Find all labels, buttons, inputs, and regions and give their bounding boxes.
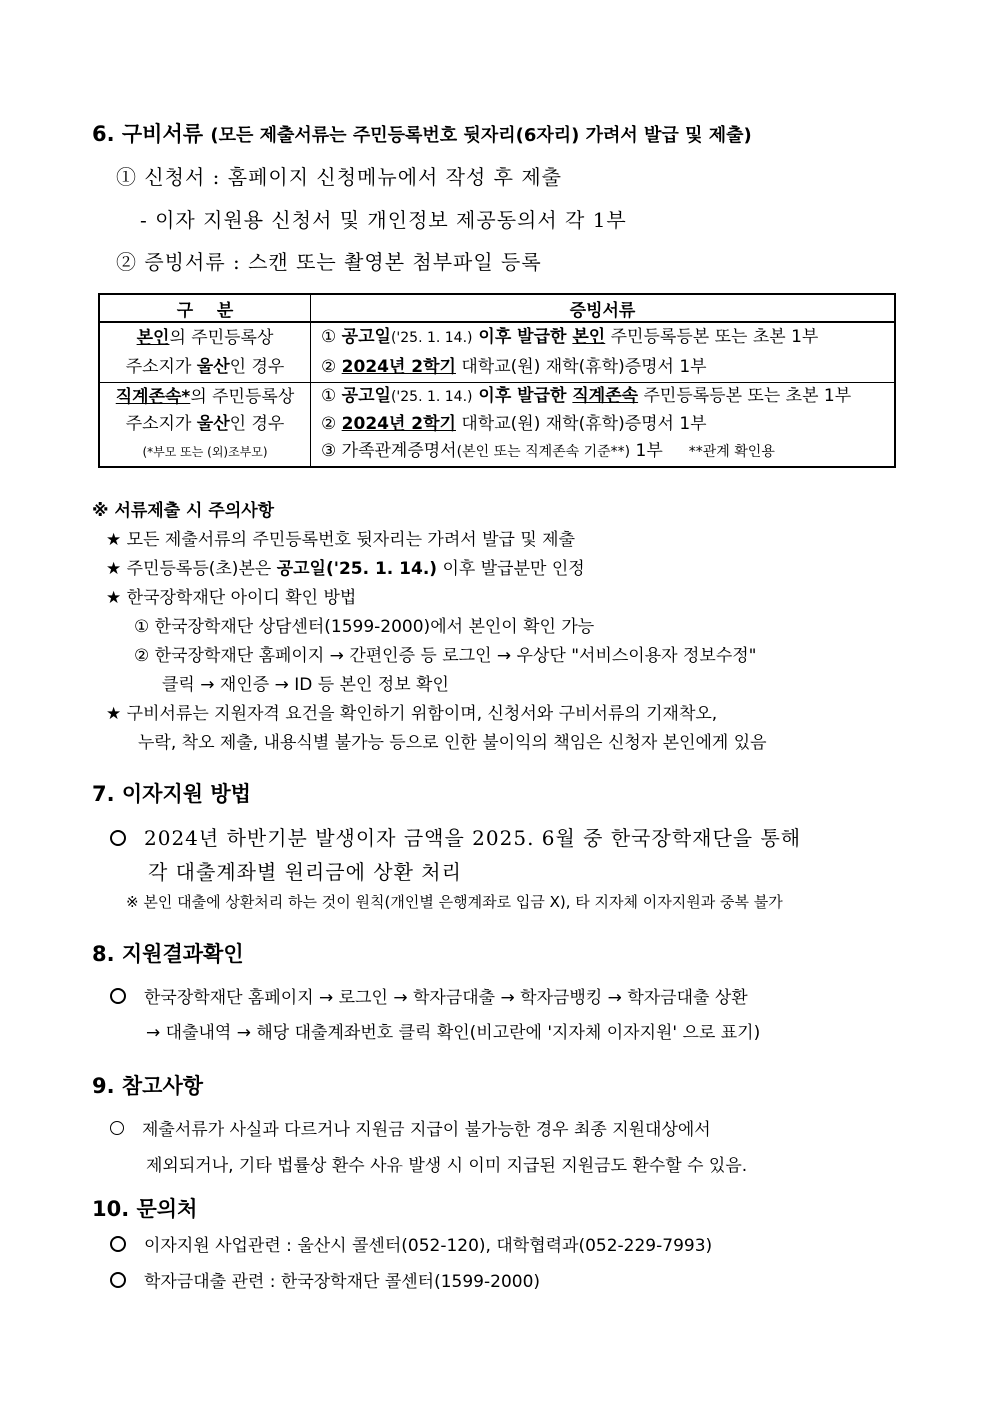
documents-ascendant — [311, 383, 896, 468]
caution-sub-1: ① 한국장학재단 상담센터(1599-2000)에서 본인이 확인 가능 — [134, 617, 595, 637]
doc-self-1 — [321, 323, 888, 353]
category-self-keyword: 본인 — [136, 327, 170, 348]
doc-ascendant-2 — [321, 411, 888, 438]
bullet-circle-icon — [110, 1236, 126, 1252]
caution-star-2 — [106, 554, 585, 579]
section-7-title: 7. 이자지원 방법 — [92, 782, 251, 806]
category-ascendant-footnote: (*부모 또는 (외)조부모) — [142, 444, 268, 459]
section-8-text-1: 한국장학재단 홈페이지 → 로그인 → 학자금대출 → 학자금뱅킹 → 학자금대출 상환 — [144, 988, 748, 1008]
caution-sub-2-cont: 클릭 → 재인증 → ID 등 본인 정보 확인 — [162, 675, 449, 695]
doc-date: ('25. 1. 14.) — [390, 330, 473, 346]
doc-keyword-3: 직계존속 — [572, 386, 639, 406]
doc-number-text: ③ 가족관계증명서 — [321, 441, 457, 461]
caution-star-2-text-2: 이후 발급분만 인정 — [437, 559, 585, 579]
doc-semester: 2024년 2학기 — [341, 357, 456, 377]
caution-star-2-text: ★ 주민등록등(초)본은 — [106, 559, 277, 579]
category-self — [99, 322, 311, 383]
doc-number: ② — [321, 357, 342, 377]
category-self-text: 의 주민등록상 — [169, 327, 274, 348]
doc-note: **관계 확인용 — [688, 444, 775, 460]
caution-star-4-cont: 누락, 착오 제출, 내용식별 불가능 등으로 인한 불이익의 책임은 신청자 본인에게 있음 — [138, 733, 767, 753]
section-6-title: 6. 구비서류 — [92, 122, 204, 146]
section-8-title: 8. 지원결과확인 — [92, 942, 244, 966]
section-9-line-1 — [110, 1115, 711, 1140]
section-10-line-2 — [110, 1267, 540, 1292]
table-row-self — [99, 322, 895, 383]
caution-star-3: ★ 한국장학재단 아이디 확인 방법 — [106, 588, 357, 608]
section-6-heading — [92, 118, 752, 148]
header-category: 구 분 — [99, 294, 311, 322]
section-8-line-2: → 대출내역 → 해당 대출계좌번호 클릭 확인(비고란에 '지자체 이자지원' 으로 표기) — [146, 1023, 761, 1043]
doc-text: 주민등록등본 또는 초본 1부 — [605, 327, 819, 347]
doc-text: 대학교(원) 재학(휴학)증명서 1부 — [455, 414, 707, 434]
section-9-text-1: 제출서류가 사실과 다르거나 지원금 지급이 불가능한 경우 최종 지원대상에서 — [142, 1120, 711, 1140]
doc-text: 주민등록등본 또는 초본 1부 — [638, 386, 852, 406]
caution-sub-2: ② 한국장학재단 홈페이지 → 간편인증 등 로그인 → 우상단 "서비스이용자 정보수정" — [134, 646, 757, 666]
table-row-ascendant — [99, 383, 895, 468]
section-10-line-1 — [110, 1231, 712, 1256]
category-ascendant-text: 의 주민등록상 — [190, 386, 295, 407]
category-ascendant-region: 울산 — [196, 413, 230, 434]
doc-self-2 — [321, 353, 888, 382]
header-documents: 증빙서류 — [311, 294, 896, 322]
doc-number: ② — [321, 414, 342, 434]
bullet-circle-icon — [110, 1272, 126, 1288]
doc-criteria: (본인 또는 직계존속 기준**) — [456, 444, 631, 460]
section-6-item-1-sub: - 이자 지원용 신청서 및 개인정보 제공동의서 각 1부 — [140, 208, 627, 232]
doc-date: ('25. 1. 14.) — [390, 389, 473, 405]
section-8-line-1 — [110, 983, 748, 1008]
section-10-text-1: 이자지원 사업관련 : 울산시 콜센터(052-120), 대학협력과(052-229-7993) — [144, 1236, 713, 1256]
doc-semester: 2024년 2학기 — [341, 414, 456, 434]
doc-ascendant-3 — [321, 438, 888, 466]
section-6-item-1: ① 신청서 : 홈페이지 신청메뉴에서 작성 후 제출 — [116, 165, 562, 189]
section-7-note: ※ 본인 대출에 상환처리 하는 것이 원칙(개인별 은행계좌로 입금 X), 타 지자체 이자지원과 중복 불가 — [126, 893, 783, 911]
caution-star-1: ★ 모든 제출서류의 주민등록번호 뒷자리는 가려서 발급 및 제출 — [106, 530, 576, 550]
caution-star-4: ★ 구비서류는 지원자격 요건을 확인하기 위함이며, 신청서와 구비서류의 기재착오, — [106, 704, 718, 724]
caution-star-2-date: 공고일('25. 1. 14.) — [276, 559, 438, 579]
bullet-circle-icon — [110, 830, 126, 846]
bullet-circle-icon — [110, 1121, 124, 1135]
section-9-title: 9. 참고사항 — [92, 1074, 204, 1098]
doc-count: 1부 — [630, 441, 663, 461]
category-ascendant-text-2: 주소지가 — [125, 413, 197, 434]
doc-keyword-2: 이후 발급한 — [472, 386, 573, 406]
doc-keyword: 공고일 — [341, 327, 391, 347]
category-self-text-2: 주소지가 — [125, 356, 197, 377]
doc-ascendant-1 — [321, 383, 888, 411]
category-ascendant-text-3: 인 경우 — [229, 413, 285, 434]
category-self-text-3: 인 경우 — [229, 356, 285, 377]
bullet-circle-icon — [110, 988, 126, 1004]
doc-number: ① — [321, 327, 342, 347]
section-6-note: (모든 제출서류는 주민등록번호 뒷자리(6자리) 가려서 발급 및 제출) — [210, 125, 752, 146]
doc-keyword-2: 이후 발급한 — [472, 327, 573, 347]
documents-self — [311, 322, 896, 383]
table-header-row — [99, 294, 895, 322]
section-7-line-2: 각 대출계좌별 원리금에 상환 처리 — [148, 860, 462, 884]
documents-table — [98, 293, 896, 468]
doc-number: ① — [321, 386, 342, 406]
doc-keyword-3: 본인 — [572, 327, 606, 347]
doc-text: 대학교(원) 재학(휴학)증명서 1부 — [455, 357, 707, 377]
section-10-title: 10. 문의처 — [92, 1197, 198, 1221]
category-ascendant — [99, 383, 311, 468]
category-ascendant-keyword: 직계존속* — [115, 386, 191, 407]
section-7-text-1: 2024년 하반기분 발생이자 금액을 2025. 6월 중 한국장학재단을 통해 — [144, 826, 802, 850]
section-10-text-2: 학자금대출 관련 : 한국장학재단 콜센터(1599-2000) — [144, 1272, 541, 1292]
section-7-line-1 — [110, 822, 801, 851]
section-9-line-2: 제외되거나, 기타 법률상 환수 사유 발생 시 이미 지급된 지원금도 환수할 수 있음. — [146, 1156, 748, 1176]
section-6-item-2: ② 증빙서류 : 스캔 또는 촬영본 첨부파일 등록 — [116, 250, 542, 274]
caution-title: ※ 서류제출 시 주의사항 — [92, 501, 275, 521]
doc-keyword: 공고일 — [341, 386, 391, 406]
category-self-region: 울산 — [196, 356, 230, 377]
